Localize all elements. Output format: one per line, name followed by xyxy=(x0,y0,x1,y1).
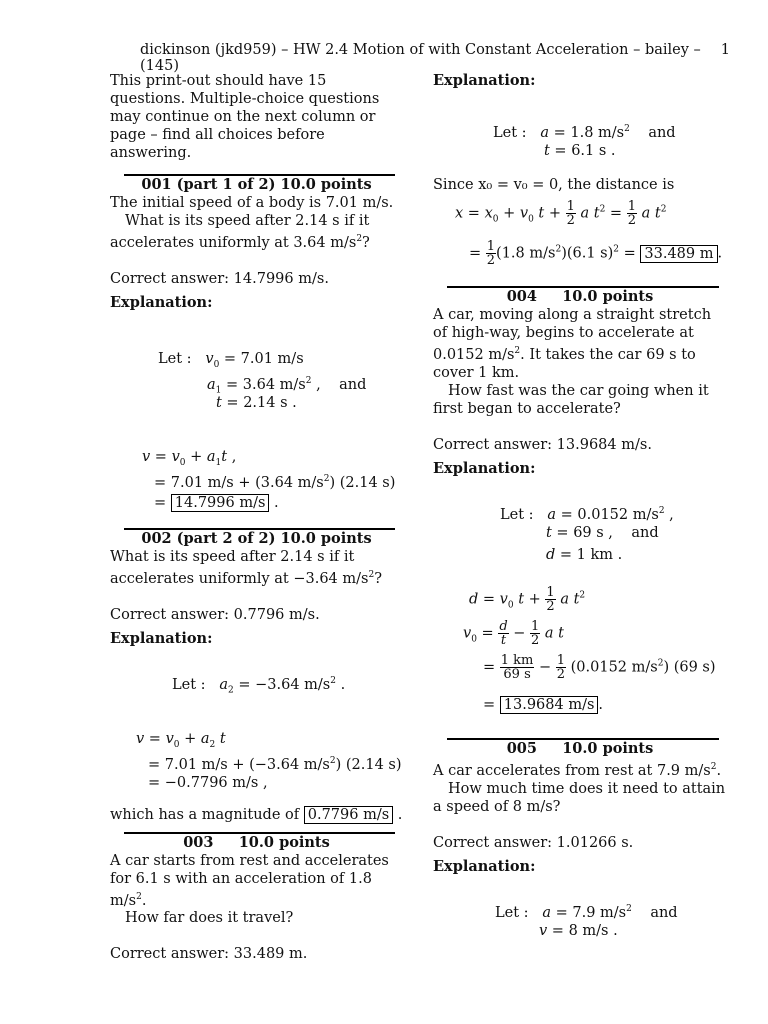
question-004-question: How fast was the car going when it first began to accelerate? xyxy=(433,382,709,417)
question-003-given: Let : a = 1.8 $m/s^2$ and t = 6.1 s . xyxy=(493,124,676,159)
question-003-answer: Correct answer: 33.489 m. xyxy=(110,946,308,963)
question-002-answer: Correct answer: 0.7796 m/s. xyxy=(110,606,320,623)
question-002-solution: Let : $a_2 = -3.64$ $m/s^2$ . $v = v_0 + a_2$ t = 7.01 m/s + (−3.64 $m/s^2$) (2.14 s) = −0.7796 m/s , xyxy=(136,675,402,791)
right-column xyxy=(433,72,727,956)
question-003-solution: $x = x_0 + v_0$ t + $\frac{1}{2}$ a $t^2$ = $\frac{1}{2}$ a $t^2$ = $\frac{1}{2}$ (1.8 $m/s^2)(6.1$ s)$^2$ = 33.489 m . xyxy=(455,199,723,268)
question-004-given: Let : a = 0.0152 $m/s^2$ , t = 69 s , and d = 1 km . xyxy=(500,505,674,563)
question-003-heading: 003 10.0 points xyxy=(183,833,330,851)
question-001-prompt: What is its speed after 2.14 s if it accelerates uniformly at 3.64 $m/s^2$? xyxy=(110,213,370,251)
explanation-label: Explanation: xyxy=(110,293,213,311)
question-005-prompt: A car accelerates from rest at 7.9 $m/s^2$. xyxy=(433,761,722,779)
page-number: 1 xyxy=(720,42,730,58)
question-005-answer: Correct answer: 1.01266 s. xyxy=(433,834,634,851)
question-005-question: How much time does it need to attain a speed of 8 m/s? xyxy=(433,780,726,815)
question-005-heading: 005 10.0 points xyxy=(506,739,654,757)
question-004-heading: 004 10.0 points xyxy=(506,288,654,305)
answer-box: 13.9684 m/s xyxy=(500,696,599,714)
page-header xyxy=(140,42,730,74)
explanation-label: Explanation: xyxy=(110,629,213,647)
question-001-answer: Correct answer: 14.7996 m/s. xyxy=(110,270,329,287)
question-002-heading: 002 (part 2 of 2) 10.0 points xyxy=(141,529,372,547)
explanation-label: Explanation: xyxy=(433,857,536,875)
question-001-text: The initial speed of a body is 7.01 m/s. xyxy=(110,195,394,211)
question-003-since: Since x₀ = v₀ = 0, the distance is xyxy=(433,177,675,193)
explanation-label: Explanation: xyxy=(433,459,536,477)
question-001-heading: 001 (part 1 of 2) 10.0 points xyxy=(141,176,372,193)
question-003-question: How far does it travel? xyxy=(125,910,294,927)
header-title: dickinson (jkd959) – HW 2.4 Motion of with Constant Acceleration – bailey – (145) xyxy=(140,42,701,74)
question-005-given: Let : a = 7.9 $m/s^2$ and v = 8 m/s . xyxy=(495,903,678,939)
question-004-solution: $d = v_0$ t + $\frac{1}{2}$ a $t^2$ $v_0$ = $\frac{d}{t}$ − $\frac{1}{2}$ a t = $\frac{1 km}{69 s}$ − $\frac{1}{2}$ (0.0152 $m/s^2$) (69 s) = 13.9684 m/s . xyxy=(463,584,716,713)
answer-box: 14.7996 m/s xyxy=(171,494,270,512)
left-column xyxy=(110,72,403,963)
question-002-magnitude: which has a magnitude of 0.7796 m/s . xyxy=(110,806,403,823)
question-003-prompt: A car starts from rest and accelerates for 6.1 s with an acceleration of 1.8 $m/s^2$. xyxy=(110,852,389,909)
question-004-answer: Correct answer: 13.9684 m/s. xyxy=(433,436,652,453)
question-001-solution: Let : $v_0 = 7.01$ m/s $a_1 = 3.64$ $m/s^2$ , and t = 2.14 s . $v = v_0 + a_1t$ , = 7.01 m/s + (3.64 $m/s^2$) (2.14 s) = 14.7996 m/s . xyxy=(142,350,396,511)
answer-box: 0.7796 m/s xyxy=(304,806,393,824)
explanation-label: Explanation: xyxy=(433,72,536,89)
question-002-prompt: What is its speed after 2.14 s if it accelerates uniformly at −3.64 $m/s^2$? xyxy=(110,548,382,587)
question-004-prompt: A car, moving along a straight stretch of high-way, begins to accelerate at 0.0152 $m/s^2$. It takes the car 69 s to cover 1 km. xyxy=(433,307,712,381)
intro-text: This print-out should have 15 questions. Multiple-choice questions may continue on the next column or page – find all choices before answering. xyxy=(110,73,380,161)
answer-box: 33.489 m xyxy=(640,245,717,263)
